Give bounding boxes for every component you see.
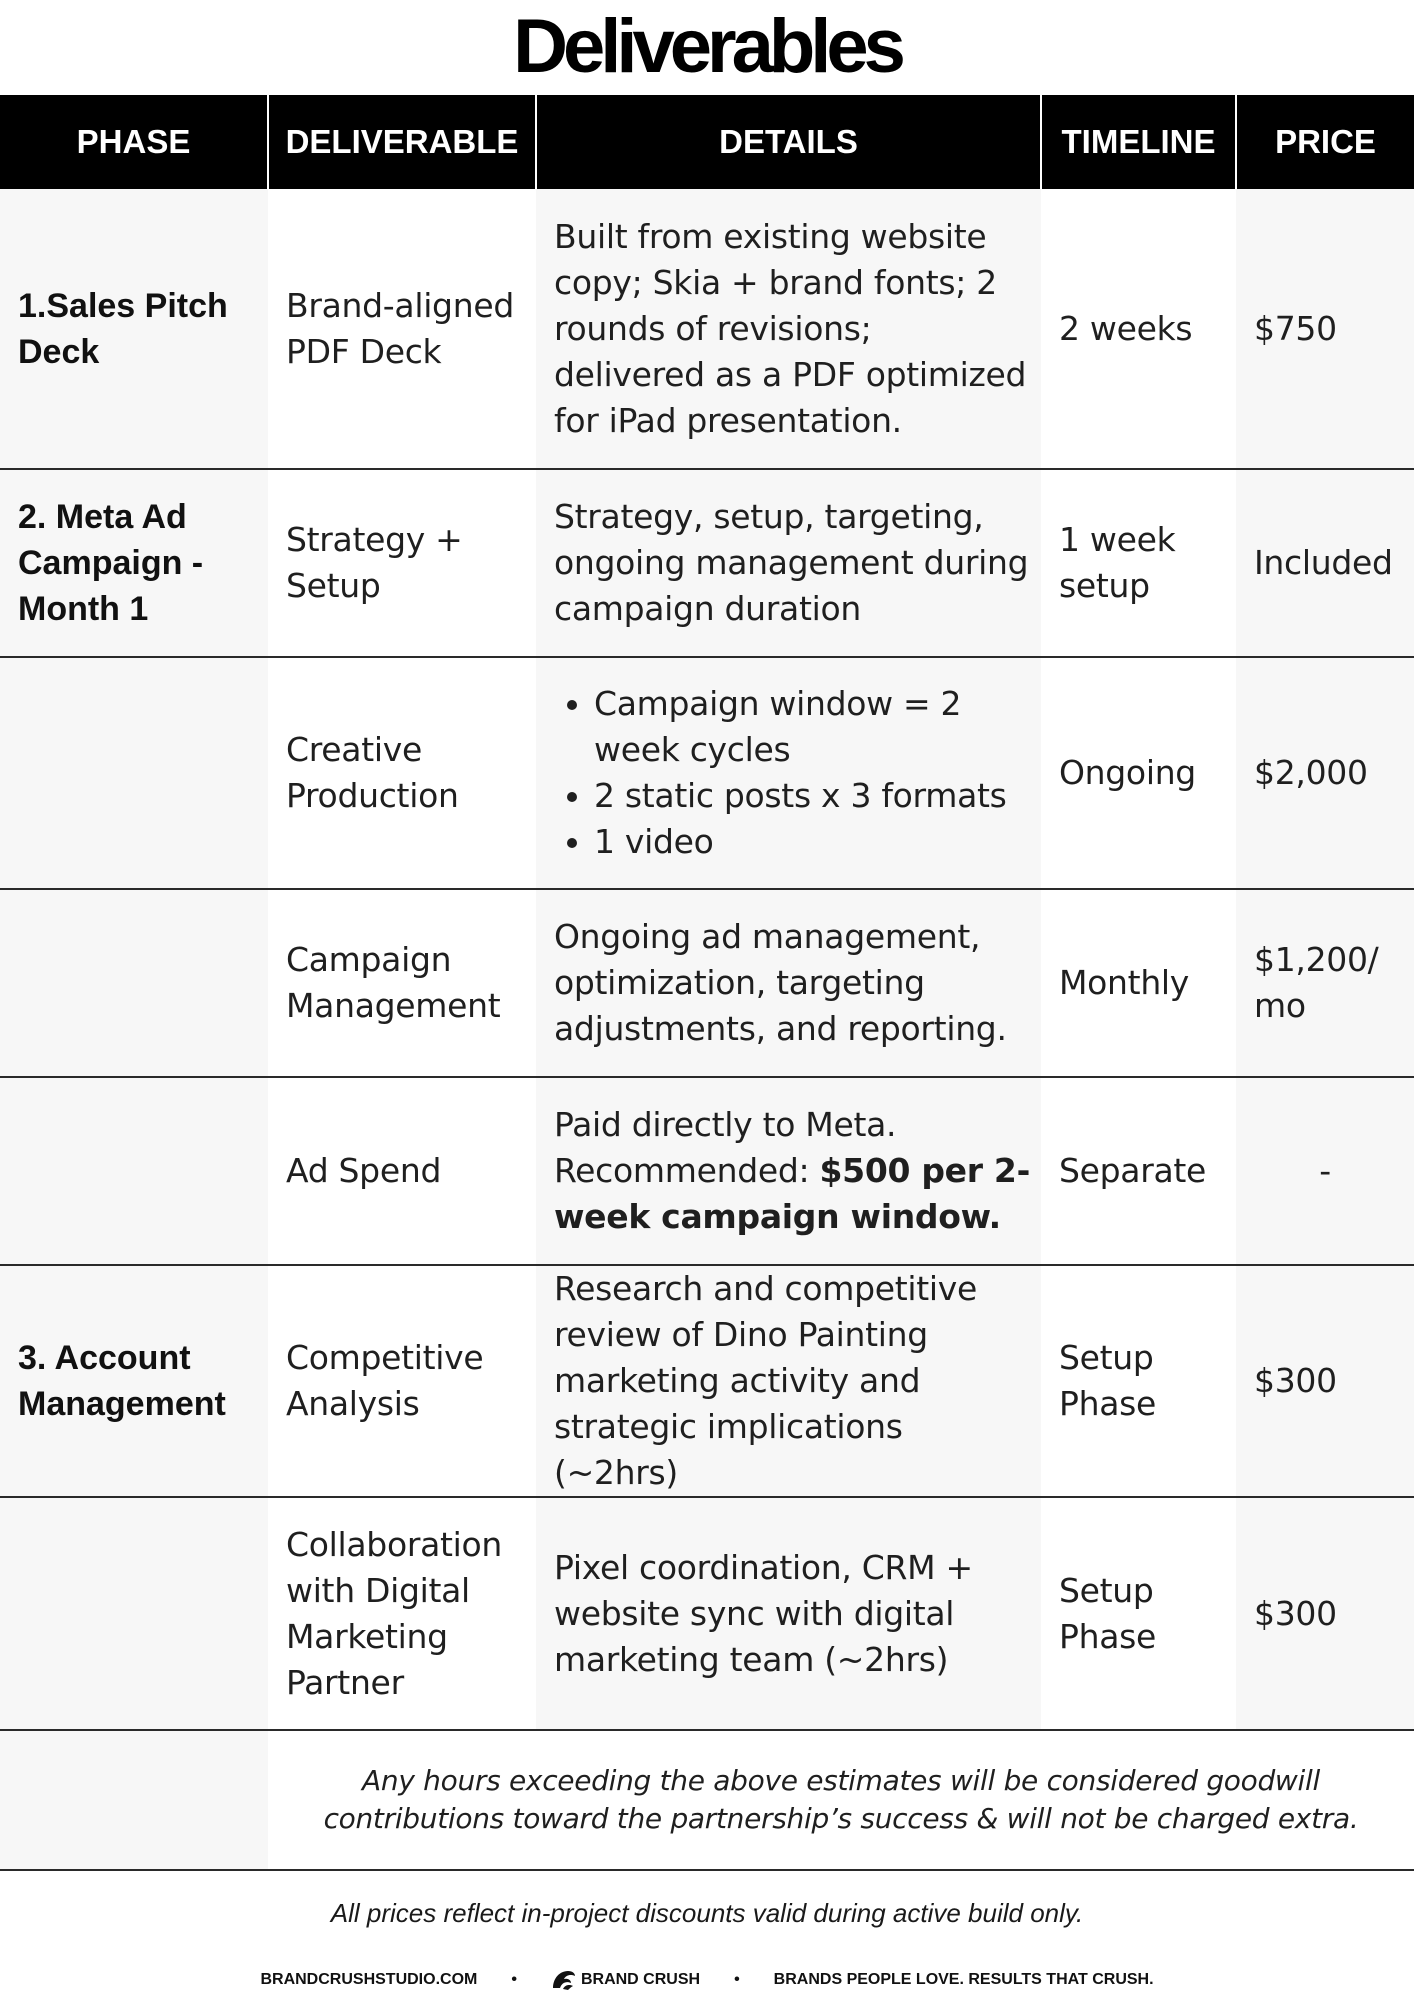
- details-cell: Pixel coordination, CRM + website sync with digital marketing team (~2hrs): [536, 1497, 1041, 1730]
- header-phase: PHASE: [0, 95, 268, 189]
- footer-separator: •: [511, 1971, 517, 1988]
- note-spacer-cell: [0, 1730, 268, 1870]
- table-row: [0, 1077, 1414, 1265]
- bullet-item: • 1 video: [594, 819, 1031, 865]
- details-cell: [536, 657, 1041, 889]
- details-bullet-list: [554, 681, 1031, 865]
- footer-separator: •: [734, 1971, 740, 1988]
- footer-website: BRANDCRUSHSTUDIO.COM: [260, 1971, 478, 1988]
- price-cell: $1,200/ mo: [1236, 889, 1414, 1077]
- timeline-cell: Monthly: [1041, 889, 1236, 1077]
- table-row: [0, 889, 1414, 1077]
- deliverable-cell: Creative Production: [268, 657, 536, 889]
- details-cell: [536, 1077, 1041, 1265]
- header-details: DETAILS: [536, 95, 1041, 189]
- details-cell: Ongoing ad management, optimization, targeting adjustments, and reporting.: [536, 889, 1041, 1077]
- table-row: [0, 1497, 1414, 1730]
- brand-name: BRAND CRUSH: [580, 1971, 701, 1988]
- details-cell: Built from existing website copy; Skia + brand fonts; 2 rounds of revisions; delivered as a PDF optimized for iPad presentation.: [536, 189, 1041, 469]
- phase-cell: 3. Account Management: [0, 1265, 268, 1497]
- header-price: PRICE: [1236, 95, 1414, 189]
- phase-cell: [0, 1497, 268, 1730]
- price-cell: $300: [1236, 1265, 1414, 1497]
- table-row: [0, 189, 1414, 469]
- details-cell: Strategy, setup, targeting, ongoing management during campaign duration: [536, 469, 1041, 657]
- goodwill-note: Any hours exceeding the above estimates will be considered goodwill contributions toward the partnership’s success & will not be charged extra.: [268, 1730, 1414, 1870]
- deliverable-cell: Ad Spend: [268, 1077, 536, 1265]
- brand-logo: [551, 1968, 700, 1992]
- wave-logo-icon: [551, 1968, 577, 1992]
- pricing-footnote: All prices reflect in-project discounts valid during active build only.: [330, 1898, 1084, 1928]
- deliverable-cell: Brand-aligned PDF Deck: [268, 189, 536, 469]
- timeline-cell: Separate: [1041, 1077, 1236, 1265]
- deliverable-cell: Campaign Management: [268, 889, 536, 1077]
- timeline-cell: Ongoing: [1041, 657, 1236, 889]
- header-deliverable: DELIVERABLE: [268, 95, 536, 189]
- header-timeline: TIMELINE: [1041, 95, 1236, 189]
- table-row: [0, 657, 1414, 889]
- deliverable-cell: Strategy + Setup: [268, 469, 536, 657]
- bullet-item: • 2 static posts x 3 formats: [594, 773, 1031, 819]
- price-cell: -: [1236, 1077, 1414, 1265]
- price-cell: $2,000: [1236, 657, 1414, 889]
- details-text: Paid directly to Meta. Recommended:: [554, 1105, 897, 1190]
- deliverable-cell: Competitive Analysis: [268, 1265, 536, 1497]
- timeline-cell: 1 week setup: [1041, 469, 1236, 657]
- page-title: Deliverables: [513, 4, 901, 89]
- price-cell: $750: [1236, 189, 1414, 469]
- footer-tagline: BRANDS PEOPLE LOVE. RESULTS THAT CRUSH.: [773, 1971, 1154, 1988]
- table-header-row: [0, 95, 1414, 189]
- table-row: [0, 1265, 1414, 1497]
- phase-cell: [0, 1077, 268, 1265]
- details-bold-text: $500 per 2-week campaign window.: [554, 1151, 1030, 1236]
- timeline-cell: Setup Phase: [1041, 1265, 1236, 1497]
- phase-cell: [0, 657, 268, 889]
- bullet-item: • Campaign window = 2 week cycles: [594, 681, 1031, 773]
- details-cell: Research and competitive review of Dino Painting marketing activity and strategic implications (~2hrs): [536, 1265, 1041, 1497]
- phase-cell: 1.Sales Pitch Deck: [0, 189, 268, 469]
- phase-cell: 2. Meta Ad Campaign - Month 1: [0, 469, 268, 657]
- deliverable-cell: Collaboration with Digital Marketing Partner: [268, 1497, 536, 1730]
- price-cell: Included: [1236, 469, 1414, 657]
- table-row: [0, 469, 1414, 657]
- deliverables-table: [0, 95, 1414, 1871]
- timeline-cell: 2 weeks: [1041, 189, 1236, 469]
- timeline-cell: Setup Phase: [1041, 1497, 1236, 1730]
- price-cell: $300: [1236, 1497, 1414, 1730]
- page-footer: [0, 1968, 1414, 1992]
- note-row: [0, 1730, 1414, 1870]
- phase-cell: [0, 889, 268, 1077]
